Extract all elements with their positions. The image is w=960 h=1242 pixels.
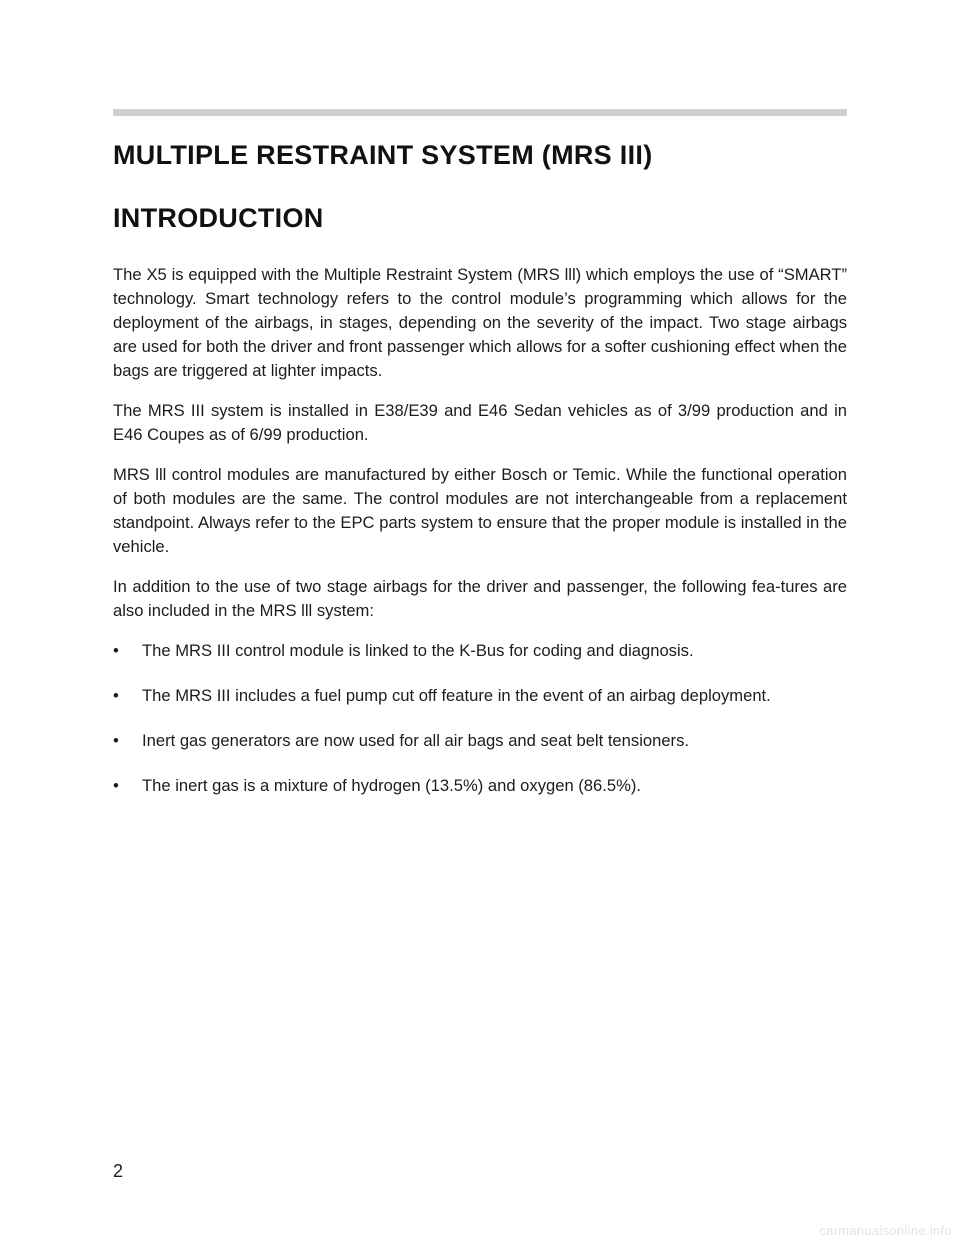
paragraph-installation: The MRS III system is installed in E38/E39 and E46 Sedan vehicles as of 3/99 production and in E46 Coupes as of 6/99 production. (113, 401, 847, 444)
bullet-icon: • (113, 686, 119, 705)
list-item-text: The inert gas is a mixture of hydrogen (13.5%) and oxygen (86.5%). (142, 776, 641, 795)
paragraph-features-lead: In addition to the use of two stage airbags for the driver and passenger, the following fea-tures are also included in the MRS lll system: (113, 577, 847, 620)
feature-list (113, 639, 847, 798)
list-item (113, 729, 847, 753)
section-heading: INTRODUCTION (113, 203, 324, 233)
paragraph-intro: The X5 is equipped with the Multiple Restraint System (MRS lll) which employs the use of “SMART” technology. Smart technology refers to the control module’s programming which allows for the deployment of the airbags, in stages, depending on the severity of the impact. Two stage airbags are used for both the driver and front passenger which allows for a softer cushioning effect when the bags are triggered at lighter impacts. (113, 265, 847, 380)
page-number: 2 (113, 1161, 124, 1181)
bullet-icon: • (113, 641, 119, 660)
paragraph-control-modules: MRS lll control modules are manufactured by either Bosch or Temic. While the functional operation of both modules are the same. The control modules are not interchangeable from a replacement standpoint. Always refer to the EPC parts system to ensure that the proper module is installed in the vehicle. (113, 465, 847, 556)
list-item (113, 639, 847, 663)
list-item-text: The MRS III control module is linked to the K-Bus for coding and diagnosis. (142, 641, 694, 660)
bullet-icon: • (113, 731, 119, 750)
list-item-text: Inert gas generators are now used for all air bags and seat belt tensioners. (142, 731, 689, 750)
list-item (113, 774, 847, 798)
list-item-text: The MRS III includes a fuel pump cut off feature in the event of an airbag deployment. (142, 686, 771, 705)
top-rule (113, 109, 847, 116)
document-title: MULTIPLE RESTRAINT SYSTEM (MRS III) (113, 140, 653, 170)
watermark: carmanualsonline.info (819, 1223, 952, 1238)
bullet-icon: • (113, 776, 119, 795)
list-item (113, 684, 847, 708)
document-body (113, 263, 847, 819)
